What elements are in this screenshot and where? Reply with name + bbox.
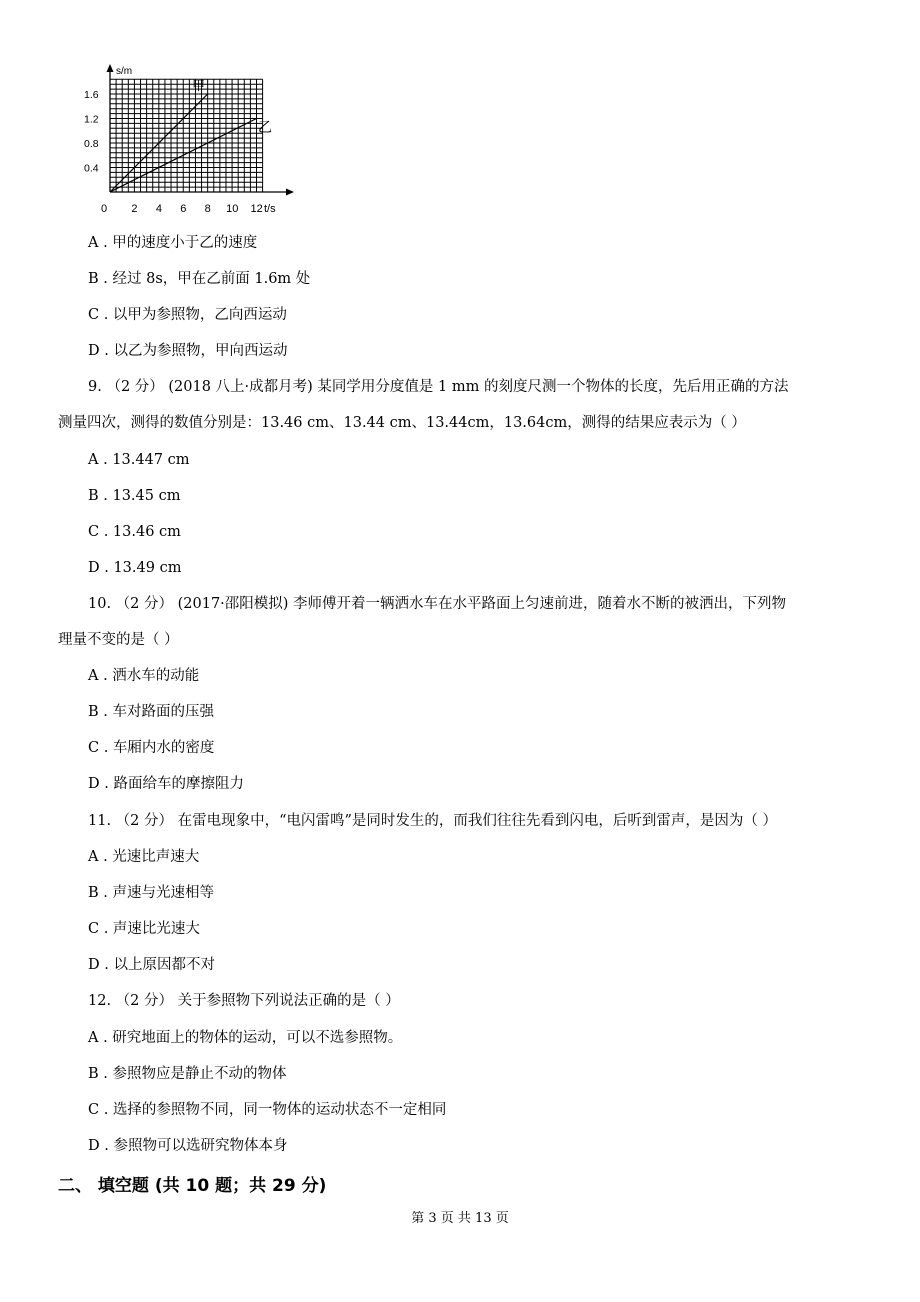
q11-option-c: C . 声速比光速大 [88,921,200,937]
y-tick-label: 0.8 [84,138,99,150]
q9-option-d: D . 13.49 cm [88,560,182,576]
q9-stem-line1: 9. （2 分） (2018 八上·成都月考) 某同学用分度值是 1 mm 的刻度尺测一个物体的长度，先后用正确的方法 [88,379,789,395]
x-tick-label: 10 [226,203,239,215]
st-graph [84,60,300,220]
q12-stem: 12. （2 分） 关于参照物下列说法正确的是（ ） [88,993,400,1009]
q9-option-b: B . 13.45 cm [88,488,181,504]
page-footer: 第 3 页 共 13 页 [411,1211,509,1226]
q8-option-d: D . 以乙为参照物，甲向西运动 [88,343,288,359]
x-tick-label: 2 [131,203,138,215]
x-axis-arrow [286,189,294,196]
q10-option-a: A . 洒水车的动能 [88,668,200,684]
q11-option-b: B . 声速与光速相等 [88,885,214,901]
q9-option-c: C . 13.46 cm [88,524,181,540]
q10-stem-line1: 10. （2 分） (2017·邵阳模拟) 李师傅开着一辆洒水车在水平路面上匀速前进，随着水不断的被洒出，下列物 [88,596,787,612]
q12-option-b: B . 参照物应是静止不动的物体 [88,1066,287,1082]
q10-option-c: C . 车厢内水的密度 [88,740,215,756]
q12-option-d: D . 参照物可以选研究物体本身 [88,1138,288,1154]
q12-option-c: C . 选择的参照物不同，同一物体的运动状态不一定相同 [88,1102,447,1118]
q9-stem-line2: 测量四次，测得的数值分别是：13.46 cm、13.44 cm、13.44cm，13.64cm，测得的结果应表示为（ ） [58,415,746,431]
q10-stem-line2: 理量不变的是（ ） [58,632,179,648]
y-axis-label: s/m [116,66,133,77]
q11-stem: 11. （2 分） 在雷电现象中，“电闪雷鸣”是同时发生的，而我们往往先看到闪电，后听到雷声，是因为（ ） [88,813,778,829]
q10-option-b: B . 车对路面的压强 [88,704,214,720]
q10-option-d: D . 路面给车的摩擦阻力 [88,776,244,792]
q8-option-b: B . 经过 8s，甲在乙前面 1.6m 处 [88,271,311,287]
q11-option-d: D . 以上原因都不对 [88,957,215,973]
section-title: 二、 填空题 (共 10 题；共 29 分) [58,1176,327,1196]
y-tick-label: 1.6 [84,89,99,101]
x-axis-label: t/s [264,203,276,215]
line-yi-label: 乙 [258,119,272,135]
q8-option-a: A . 甲的速度小于乙的速度 [88,235,258,251]
x-tick-label: 4 [155,203,162,215]
graph-grid [110,79,263,192]
x-tick-label: 8 [204,203,211,215]
y-tick-label: 1.2 [84,113,99,126]
x-tick-label: 0 [101,203,108,215]
y-axis-arrow [107,64,114,72]
line-jia-label: 甲 [192,78,206,93]
q11-option-a: A . 光速比声速大 [88,849,200,865]
q8-option-c: C . 以甲为参照物，乙向西运动 [88,307,287,323]
x-tick-label: 6 [180,203,187,215]
y-tick-label: 0.4 [84,162,99,175]
q12-option-a: A . 研究地面上的物体的运动，可以不选参照物。 [88,1030,403,1046]
q9-option-a: A . 13.447 cm [88,452,190,468]
x-tick-label: 12 [250,203,263,215]
